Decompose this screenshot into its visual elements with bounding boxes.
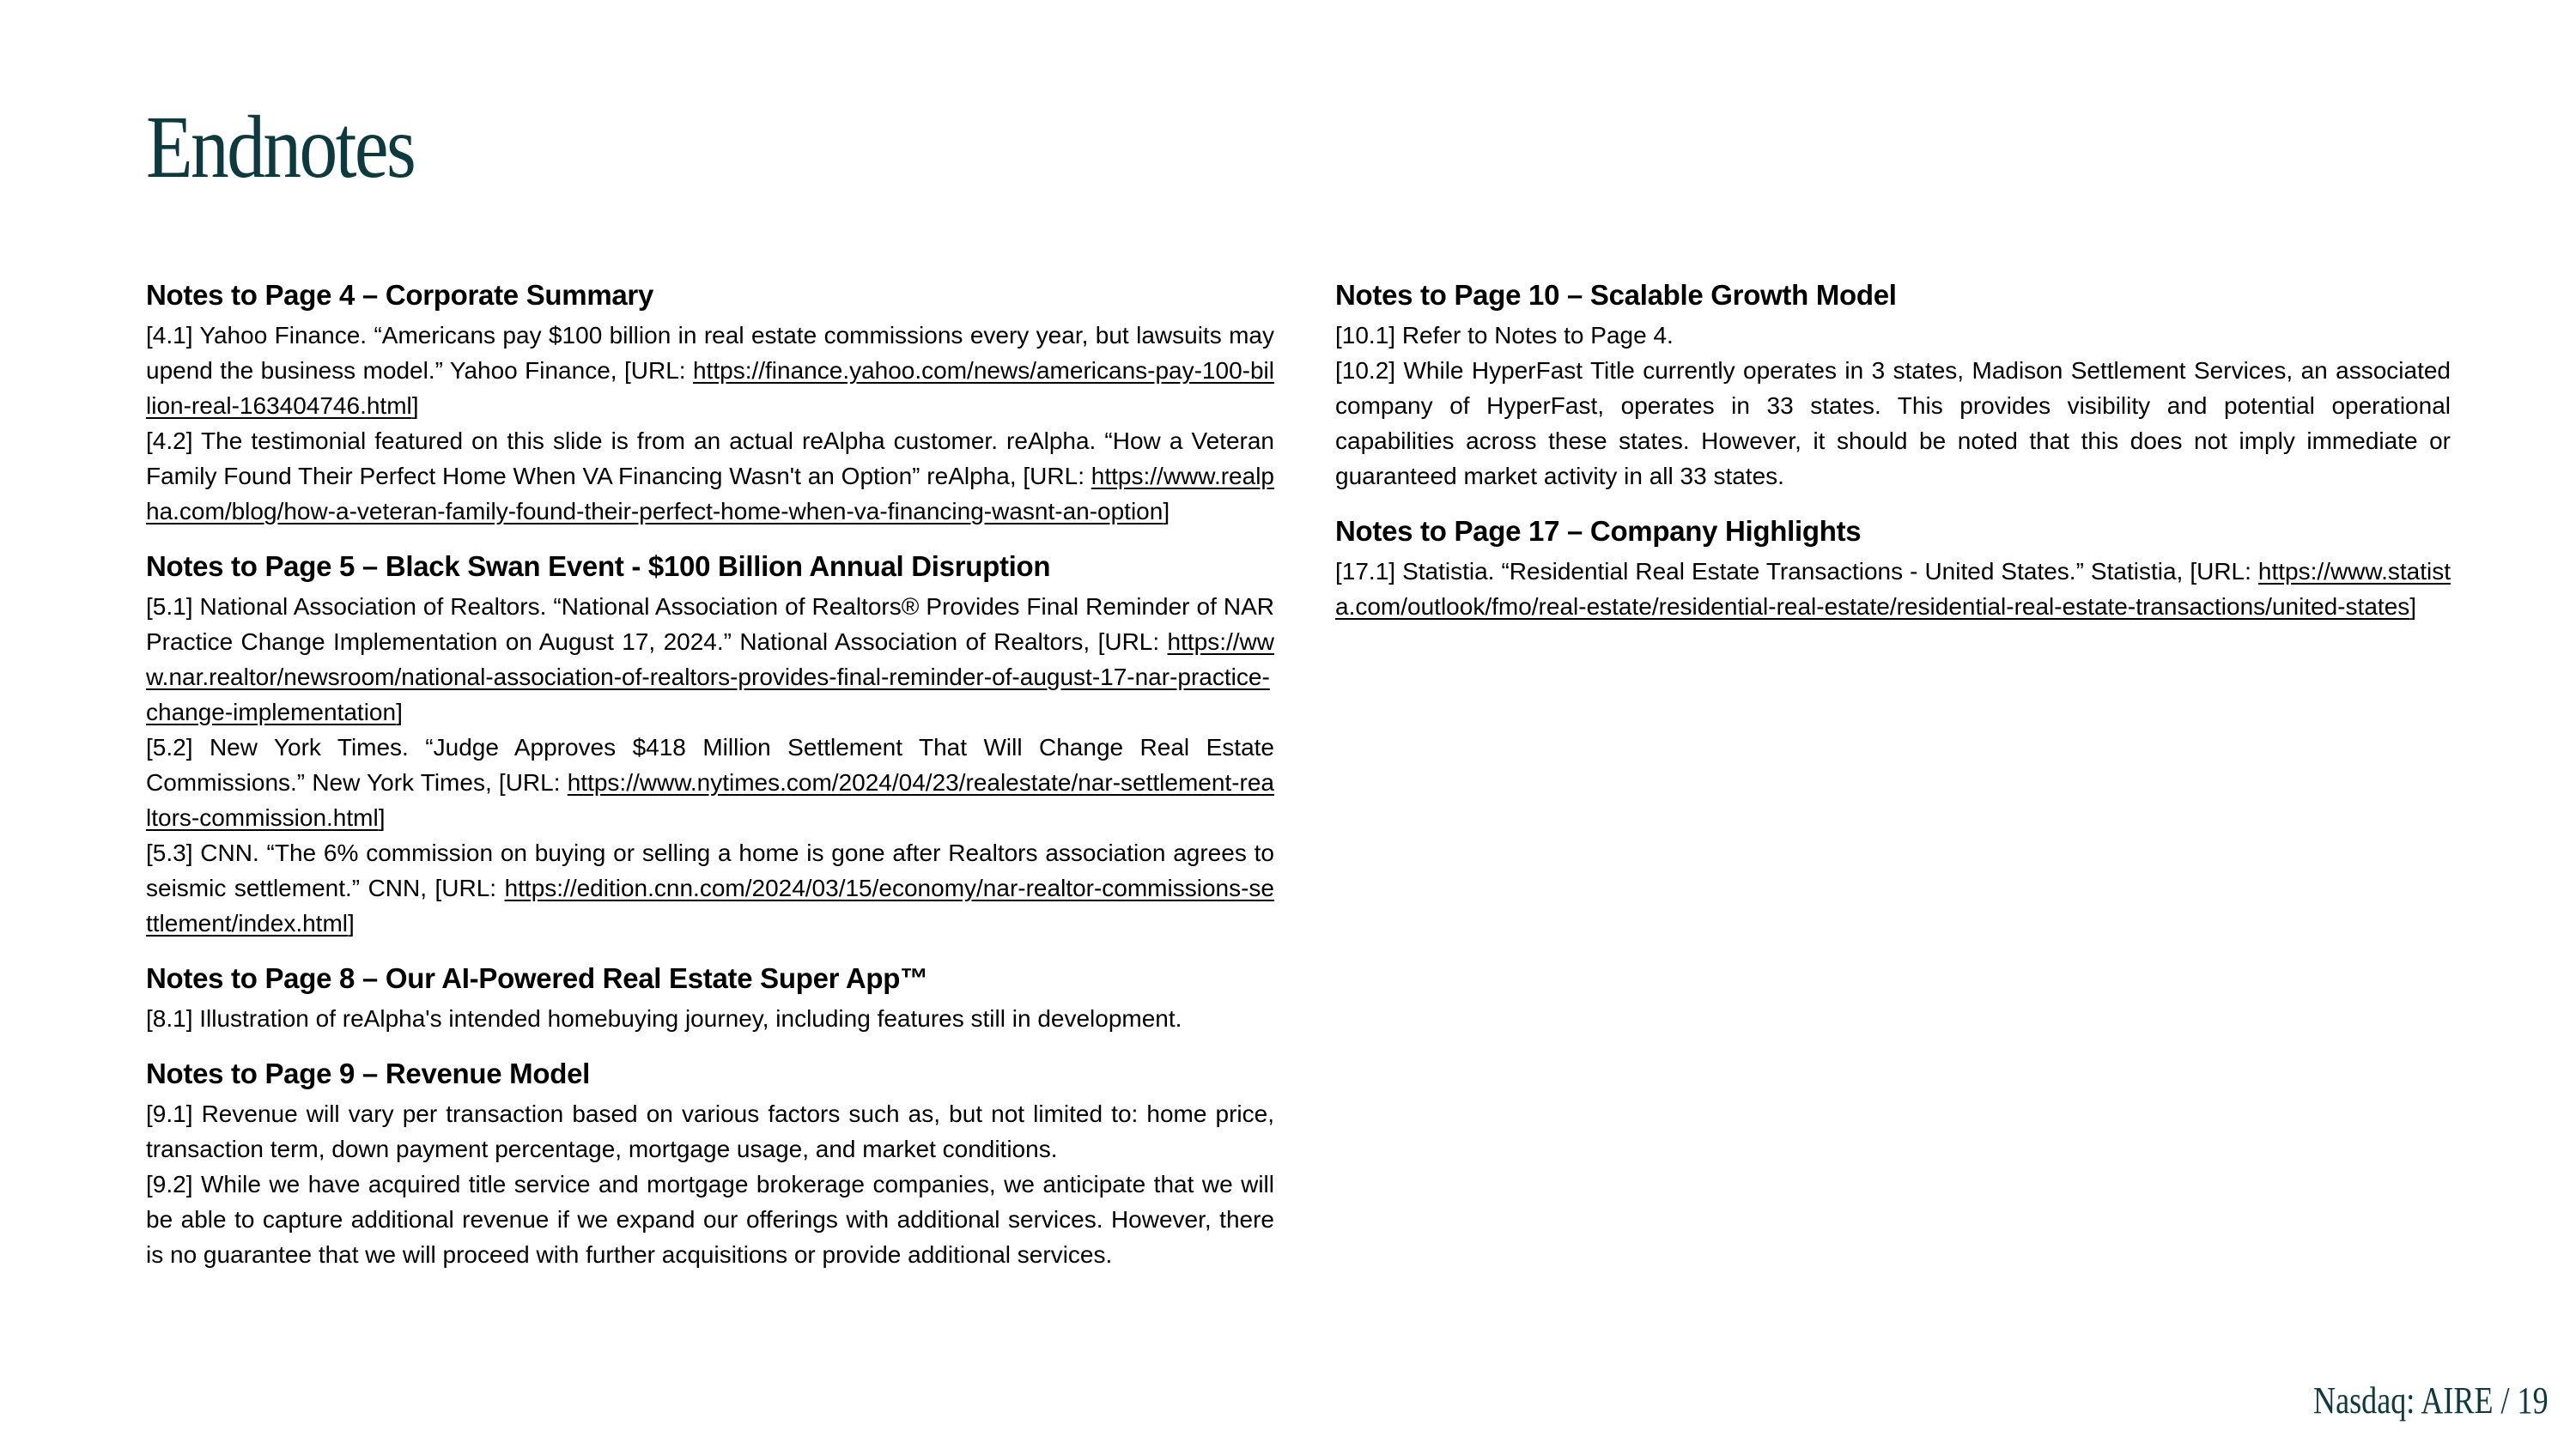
endnote-link[interactable]: https://www.nytimes.com/2024/04/23/realestate/nar-settlement-realtors-commission.html bbox=[146, 769, 1274, 831]
endnote: [5.3] CNN. “The 6% commission on buying or selling a home is gone after Realtors association agrees to seismic settlement.” CNN, [URL: https://edition.cnn.com/2024/03/15/economy/nar-realtor-commissions-settlement/index.html] bbox=[146, 840, 1274, 937]
section-page-17 bbox=[1335, 512, 2451, 624]
endnote-link[interactable]: https://edition.cnn.com/2024/03/15/economy/nar-realtor-commissions-settlement/index.html bbox=[146, 875, 1274, 937]
endnote: [10.2] While HyperFast Title currently operates in 3 states, Madison Settlement Services, an associated company of HyperFast, operates in 33 states. This provides visibility and potential operational capabilities across these states. However, it should be noted that this does not imply immediate or guaranteed market activity in all 33 states. bbox=[1335, 357, 2451, 489]
section-page-8 bbox=[146, 960, 1274, 1036]
section-heading: Notes to Page 9 – Revenue Model bbox=[146, 1058, 591, 1089]
page-title: Endnotes bbox=[146, 98, 415, 197]
endnote: [9.2] While we have acquired title service and mortgage brokerage companies, we anticipate that we will be able to capture additional revenue if we expand our offerings with additional services. However, there is no guarantee that we will proceed with further acquisitions or provide additional services. bbox=[146, 1171, 1274, 1268]
section-page-9 bbox=[146, 1055, 1274, 1272]
endnote: [10.1] Refer to Notes to Page 4. bbox=[1335, 322, 1674, 349]
footer-ticker-page: Nasdaq: AIRE / 19 bbox=[2313, 1379, 2549, 1422]
section-page-4 bbox=[146, 276, 1274, 529]
endnote: [5.1] National Association of Realtors. “National Association of Realtors® Provides Final Reminder of NAR Practice Change Implementation on August 17, 2024.” National Association of Realtors, [URL: https://www.nar.realtor/newsroom/national-association-of-realtors-provides-final-reminder-of-august-17-nar-practice-change-implementation] bbox=[146, 593, 1274, 725]
endnote: [9.1] Revenue will vary per transaction based on various factors such as, but not limited to: home price, transaction term, down payment percentage, mortgage usage, and market conditions. bbox=[146, 1100, 1274, 1162]
section-heading: Notes to Page 4 – Corporate Summary bbox=[146, 279, 654, 311]
section-heading: Notes to Page 17 – Company Highlights bbox=[1335, 515, 1862, 547]
endnote-link[interactable]: https://www.nar.realtor/newsroom/national-association-of-realtors-provides-final-reminder-of-august-17-nar-practice-change-implementation bbox=[146, 628, 1274, 725]
section-heading: Notes to Page 5 – Black Swan Event - $100 Billion Annual Disruption bbox=[146, 550, 1051, 582]
section-heading: Notes to Page 8 – Our AI-Powered Real Estate Super App™ bbox=[146, 962, 928, 994]
endnote: [4.2] The testimonial featured on this slide is from an actual reAlpha customer. reAlpha. “How a Veteran Family Found Their Perfect Home When VA Financing Wasn't an Option” reAlpha, [URL: https://www.realpha.com/blog/how-a-veteran-family-found-their-perfect-home-when-va-financing-wasnt-an-option] bbox=[146, 427, 1274, 524]
left-column bbox=[146, 276, 1274, 1272]
endnote: [17.1] Statistia. “Residential Real Estate Transactions - United States.” Statistia, [URL: https://www.statista.com/outlook/fmo/real-estate/residential-real-estate/residential-real-estate-transactions/united-states] bbox=[1335, 558, 2451, 620]
section-page-10 bbox=[1335, 276, 2451, 494]
section-heading: Notes to Page 10 – Scalable Growth Model bbox=[1335, 279, 1897, 311]
endnote-link[interactable]: https://finance.yahoo.com/news/americans-pay-100-billion-real-163404746.html bbox=[146, 357, 1274, 419]
endnote: [4.1] Yahoo Finance. “Americans pay $100 billion in real estate commissions every year, but lawsuits may upend the business model.” Yahoo Finance, [URL: https://finance.yahoo.com/news/americans-pay-100-billion-real-163404746.html] bbox=[146, 322, 1274, 419]
endnote: [5.2] New York Times. “Judge Approves $418 Million Settlement That Will Change Real Estate Commissions.” New York Times, [URL: https://www.nytimes.com/2024/04/23/realestate/nar-settlement-realtors-commission.html] bbox=[146, 734, 1274, 831]
endnote-link[interactable]: https://www.statista.com/outlook/fmo/real-estate/residential-real-estate/residential-real-estate-transactions/united-states bbox=[1335, 558, 2451, 620]
endnote: [8.1] Illustration of reAlpha's intended homebuying journey, including features still in development. bbox=[146, 1005, 1182, 1032]
section-page-5 bbox=[146, 548, 1274, 941]
endnote-link[interactable]: https://www.realpha.com/blog/how-a-veteran-family-found-their-perfect-home-when-va-financing-wasnt-an-option bbox=[146, 463, 1274, 524]
right-column bbox=[1335, 276, 2451, 624]
